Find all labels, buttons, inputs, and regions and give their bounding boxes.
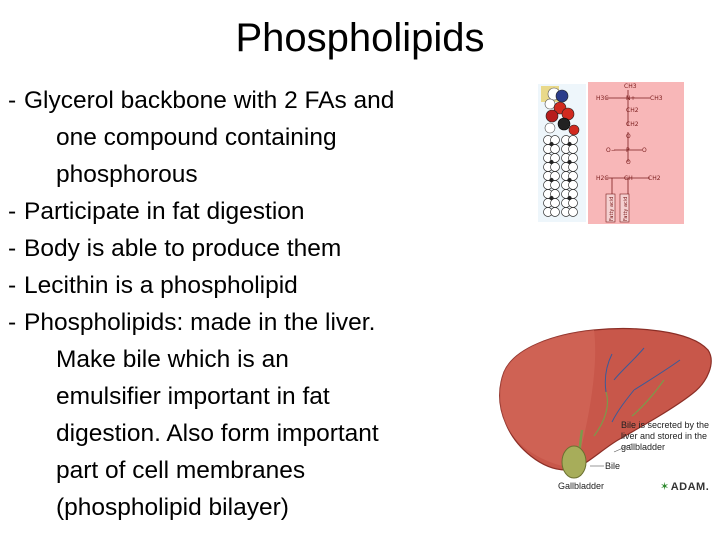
bullet-marker: -: [8, 198, 17, 225]
svg-text:CH: CH: [624, 175, 633, 182]
gallbladder-label: Gallbladder: [558, 481, 605, 491]
svg-text:O−: O−: [606, 147, 616, 154]
svg-text:CH3: CH3: [650, 95, 663, 102]
svg-text:CH2: CH2: [626, 121, 639, 128]
liver-caption: Bile is secreted by the liver and stored in the gallbladder: [621, 420, 710, 452]
carbon-atom: [558, 118, 570, 130]
structural-formula-svg: [588, 82, 684, 224]
svg-text:H2C: H2C: [596, 175, 609, 182]
svg-text:CH2: CH2: [648, 175, 661, 182]
svg-text:CH2: CH2: [626, 107, 639, 114]
logo-text: ADAM.: [670, 481, 710, 493]
bullet-text: Lecithin is a phospholipid: [24, 272, 298, 299]
bullet-list: [8, 82, 400, 526]
formula-atoms: [596, 83, 663, 182]
nitrogen-atom: [556, 90, 568, 102]
gallbladder-shape: [562, 446, 586, 478]
fatty-acid-chains: [544, 136, 578, 217]
svg-text:O: O: [642, 147, 647, 154]
slide-title: Phospholipids: [235, 16, 485, 60]
oxygen-atom: [569, 125, 579, 135]
bullet-item: [8, 267, 400, 304]
svg-text:O: O: [626, 159, 631, 166]
bullet-item: [8, 82, 400, 193]
svg-text:CH3: CH3: [624, 83, 637, 90]
logo-star-icon: ✶: [660, 481, 670, 493]
hydrogen-atom: [545, 123, 555, 133]
bullet-marker: -: [8, 309, 17, 336]
bullet-text: Participate in fat digestion: [24, 198, 305, 225]
bullet-item: [8, 304, 400, 526]
bullet-marker: -: [8, 235, 17, 262]
bile-label: Bile: [605, 461, 621, 471]
svg-text:H3C: H3C: [596, 95, 609, 102]
bullet-marker: -: [8, 87, 17, 114]
phosphate-atom: [546, 110, 558, 122]
bullet-item: [8, 230, 400, 267]
phospholipid-model-svg: [538, 84, 586, 222]
bullet-text: Glycerol backbone with 2 FAs and one compound containing phosphorous: [24, 87, 395, 188]
svg-text:P: P: [626, 147, 630, 154]
bullet-marker: -: [8, 272, 17, 299]
structural-formula-figure: [588, 82, 684, 224]
fatty-acid-label: Fatty acid: [609, 196, 615, 221]
phospholipid-model-figure: [538, 84, 586, 222]
fatty-acid-label: Fatty acid: [623, 196, 629, 221]
bullet-item: [8, 193, 400, 230]
svg-text:O: O: [626, 133, 631, 140]
bullet-text: Body is able to produce them: [24, 235, 342, 262]
svg-text:N+: N+: [626, 95, 636, 102]
adam-logo: [660, 480, 709, 493]
liver-illustration: [494, 320, 718, 502]
bullet-text: Phospholipids: made in the liver. Make bile which is an emulsifier important in fat digestion. Also form important part of cell membranes (phospholipid bilayer): [24, 309, 379, 521]
head-atom: [545, 99, 555, 109]
